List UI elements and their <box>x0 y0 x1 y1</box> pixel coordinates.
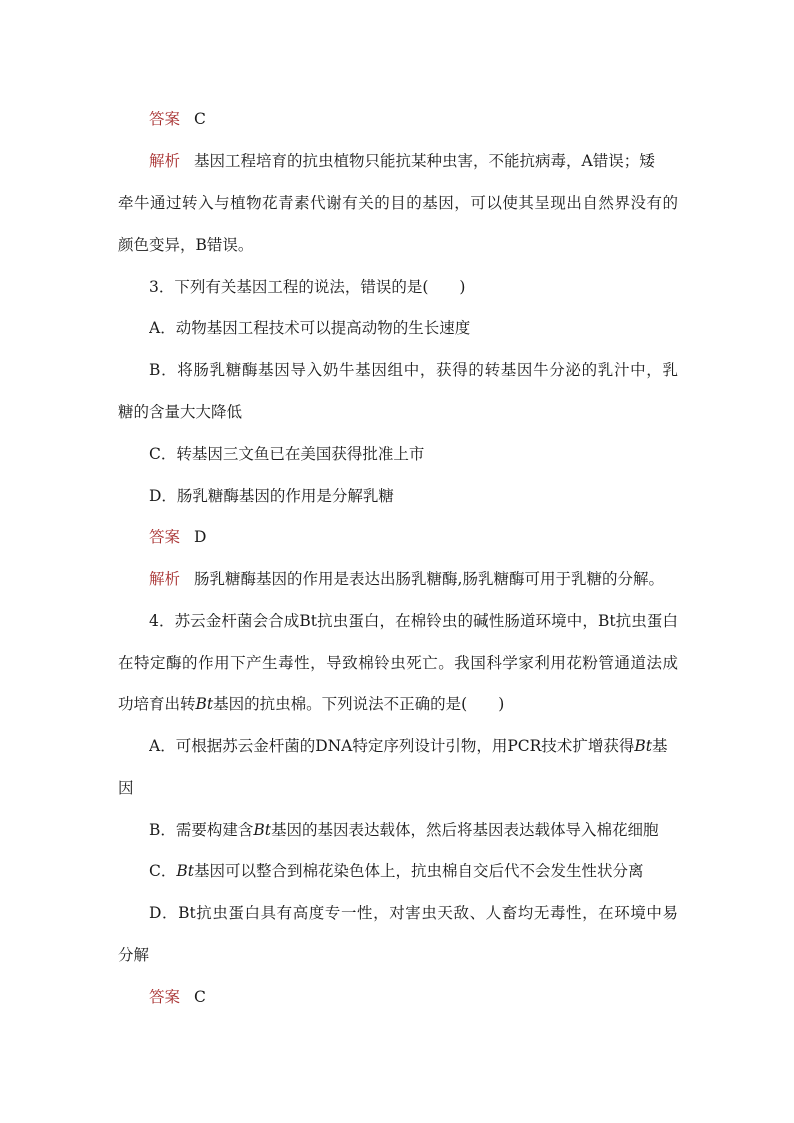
analysis-label: 解析 <box>149 152 181 170</box>
analysis-line <box>149 151 678 171</box>
answer-label: 答案 <box>149 110 181 128</box>
answer-value: C <box>194 988 206 1006</box>
bt-gene-italic: Bt <box>195 695 214 713</box>
option-text: 基 <box>651 737 668 755</box>
question-4-stem-cont: 在特定酶的作用下产生毒性，导致棉铃虫死亡。我国科学家利用花粉管通道法成 <box>118 654 678 672</box>
question-4-stem-cont <box>118 694 678 714</box>
analysis-text: 肠乳糖酶基因的作用是表达出肠乳糖酶,肠乳糖酶可用于乳糖的分解。 <box>194 570 664 588</box>
question-4-stem: 4．苏云金杆菌会合成Bt抗虫蛋白，在棉铃虫的碱性肠道环境中，Bt抗虫蛋白 <box>149 612 678 630</box>
answer-line <box>149 527 678 547</box>
answer-line <box>149 109 678 129</box>
stem-text: 基因的抗虫棉。下列说法不正确的是( ) <box>213 695 505 713</box>
option-text: 基因可以整合到棉花染色体上，抗虫棉自交后代不会发生性状分离 <box>194 862 644 880</box>
option-text: B．需要构建含 <box>149 821 254 839</box>
bt-gene-italic: Bt <box>634 737 652 755</box>
answer-label: 答案 <box>149 528 181 546</box>
bt-gene-italic: Bt <box>176 862 194 880</box>
question-3-stem: 3．下列有关基因工程的说法，错误的是( ) <box>149 278 466 296</box>
question-3-option-a: A．动物基因工程技术可以提高动物的生长速度 <box>149 319 471 337</box>
option-text: C． <box>149 862 177 880</box>
analysis-label: 解析 <box>149 570 181 588</box>
analysis-text: 基因工程培育的抗虫植物只能抗某种虫害，不能抗病毒，A错误；矮 <box>194 152 655 170</box>
analysis-line <box>149 569 678 589</box>
question-4-option-b <box>149 820 678 840</box>
question-4-option-a-cont: 因 <box>118 779 134 797</box>
option-text: 基因的基因表达载体，然后将基因表达载体导入棉花细胞 <box>271 821 659 839</box>
stem-text: 功培育出转 <box>118 695 196 713</box>
answer-label: 答案 <box>149 988 181 1006</box>
option-text: A．可根据苏云金杆菌的DNA特定序列设计引物，用PCR技术扩增获得 <box>149 737 635 755</box>
question-3-option-b: B．将肠乳糖酶基因导入奶牛基因组中，获得的转基因牛分泌的乳汁中，乳 <box>149 361 678 379</box>
question-4-option-c <box>149 861 678 881</box>
question-4-option-d: D．Bt抗虫蛋白具有高度专一性，对害虫天敌、人畜均无毒性，在环境中易 <box>149 904 678 922</box>
analysis-text-cont: 牵牛通过转入与植物花青素代谢有关的目的基因，可以使其呈现出自然界没有的 <box>118 194 678 212</box>
bt-gene-italic: Bt <box>253 821 272 839</box>
question-3-option-d: D．肠乳糖酶基因的作用是分解乳糖 <box>149 487 394 505</box>
question-4-option-a <box>149 736 678 756</box>
answer-value: C <box>194 110 206 128</box>
analysis-text-cont: 颜色变异，B错误。 <box>118 236 254 254</box>
answer-line <box>149 987 678 1007</box>
question-3-option-c: C．转基因三文鱼已在美国获得批准上市 <box>149 445 425 463</box>
answer-value: D <box>194 528 207 546</box>
question-4-option-d-cont: 分解 <box>118 946 150 964</box>
question-3-option-b-cont: 糖的含量大大降低 <box>118 403 243 421</box>
